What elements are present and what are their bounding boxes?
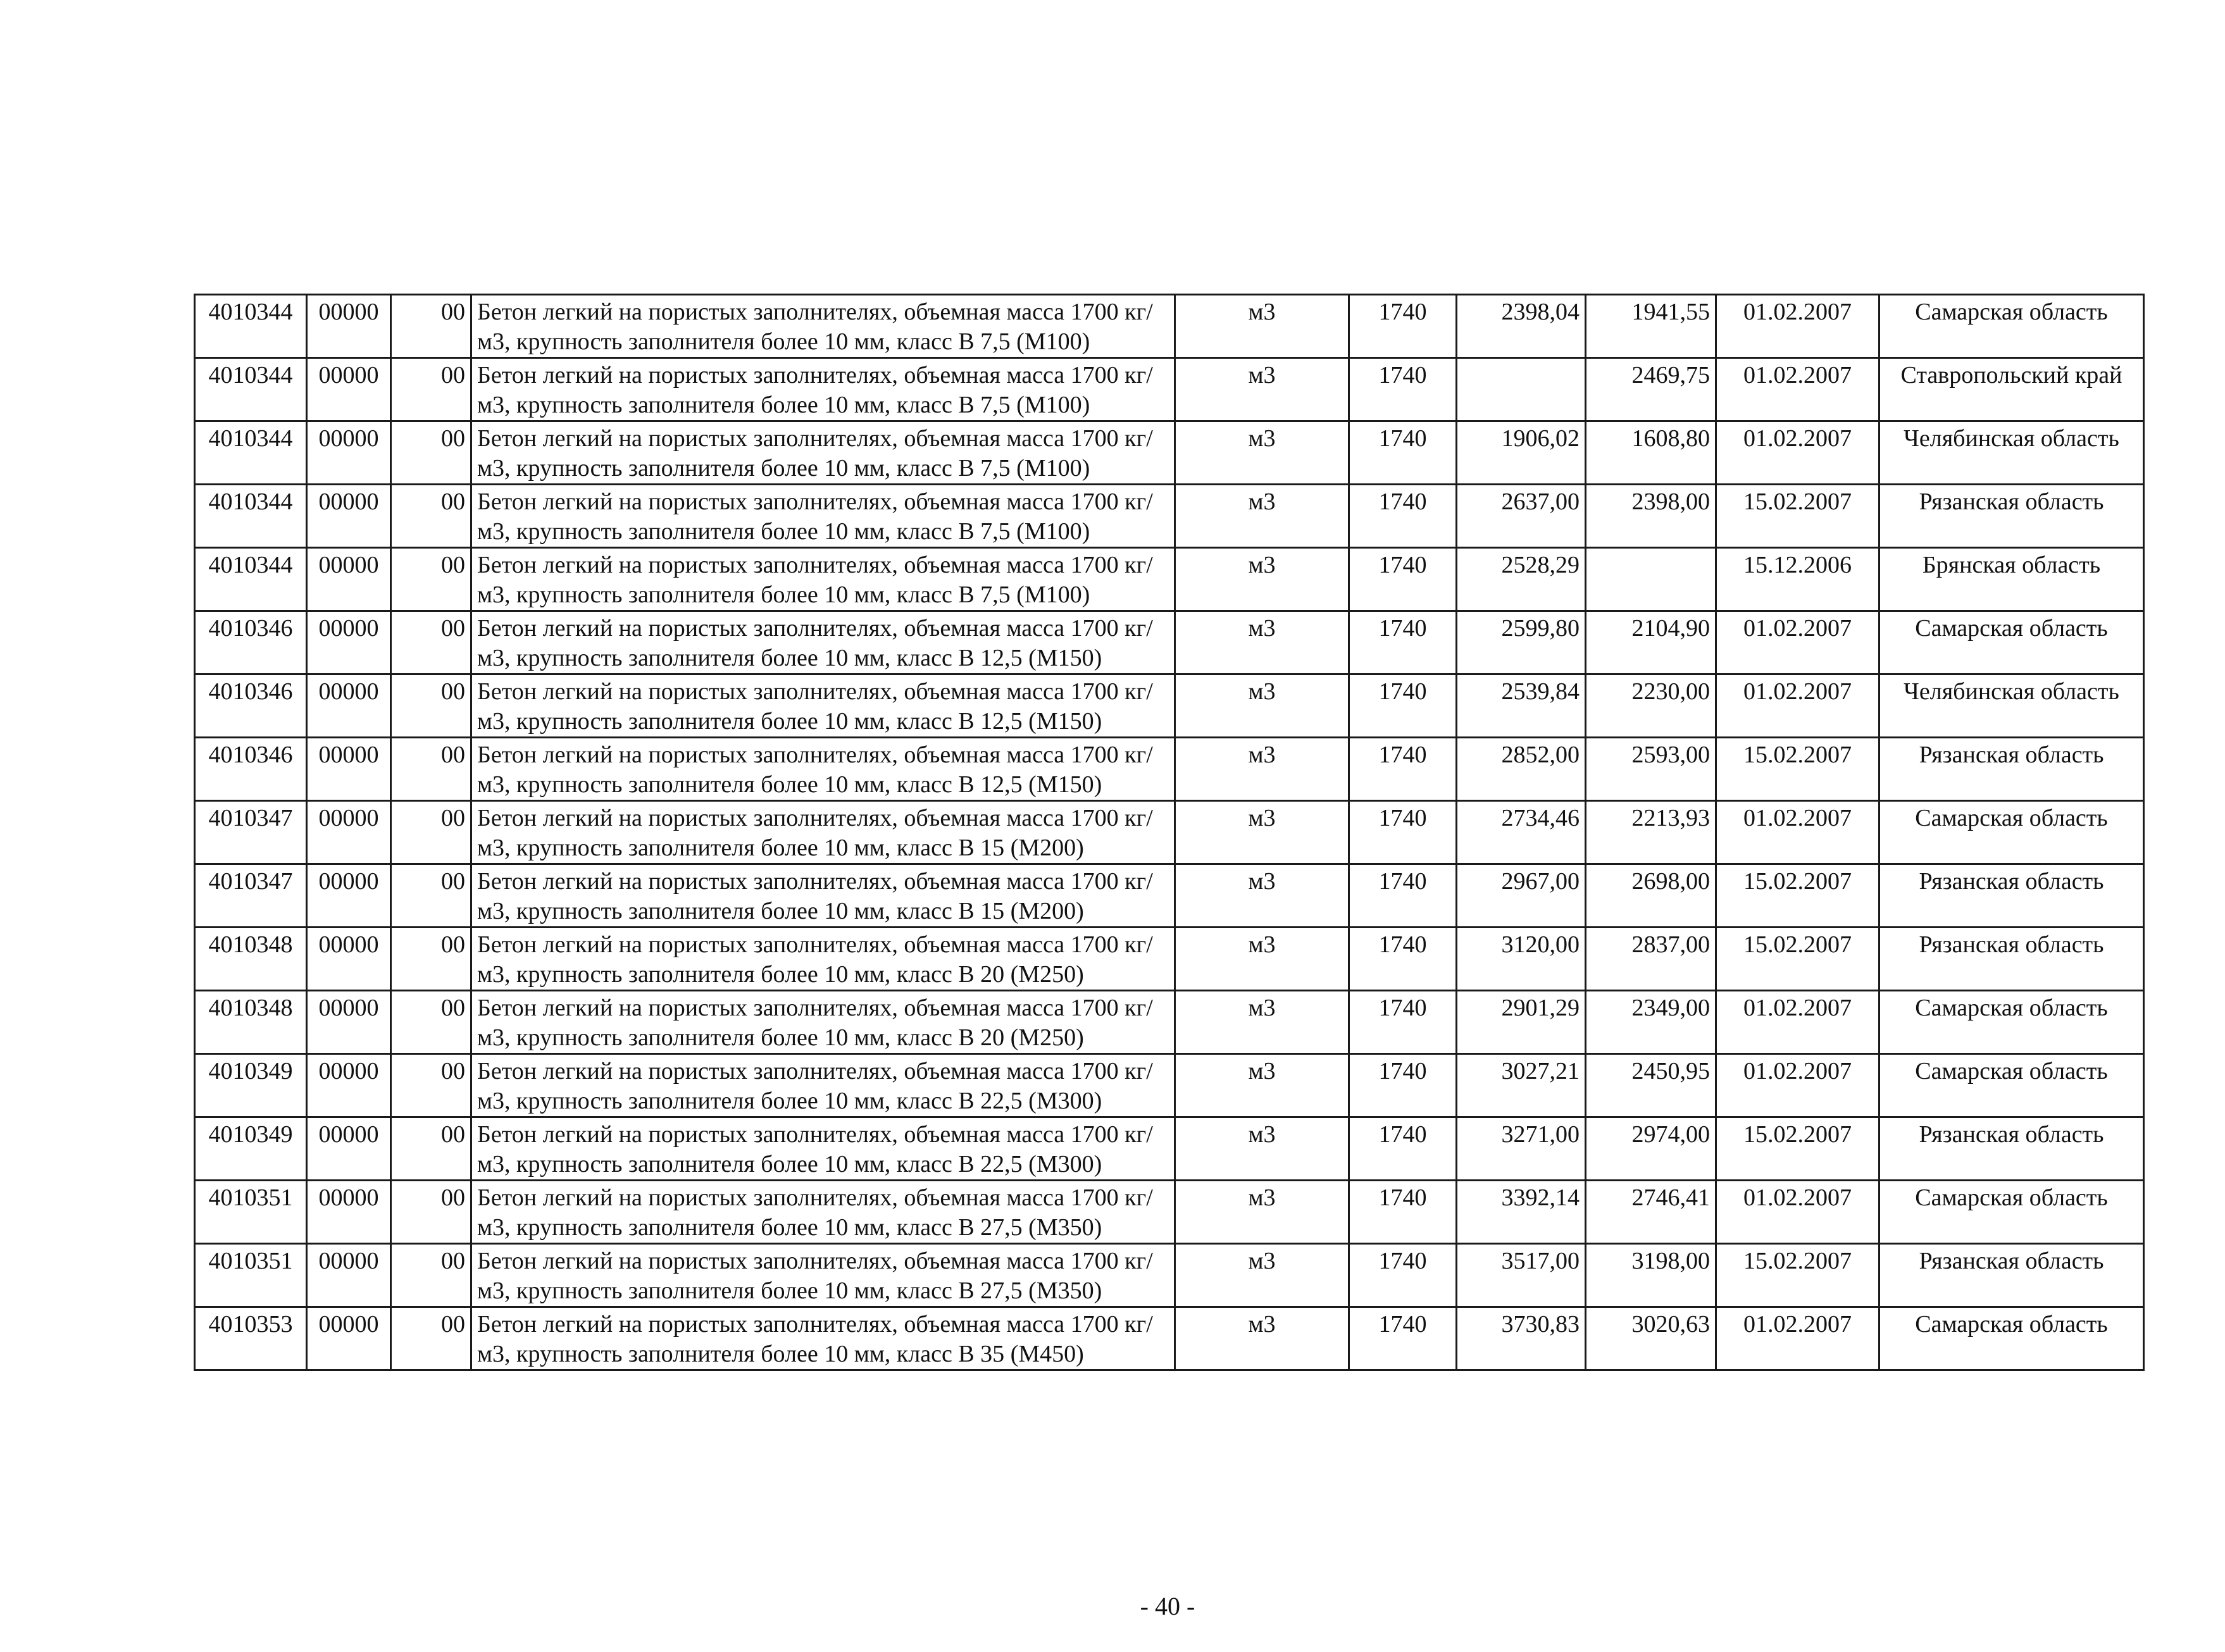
table-row — [195, 928, 2144, 991]
subcode-cell: 00000 — [307, 928, 391, 991]
quantity-cell: 1740 — [1349, 738, 1457, 801]
code-cell: 4010351 — [195, 1181, 307, 1244]
subcode-cell: 00000 — [307, 991, 391, 1054]
unit-cell: м3 — [1175, 1307, 1349, 1370]
price-1-cell: 2599,80 — [1457, 611, 1586, 674]
code-cell: 4010348 — [195, 928, 307, 991]
price-1-cell — [1457, 358, 1586, 421]
date-cell: 15.02.2007 — [1716, 738, 1879, 801]
table-row — [195, 1181, 2144, 1244]
code-cell: 4010344 — [195, 421, 307, 485]
region-cell: Рязанская область — [1879, 485, 2144, 548]
date-cell: 01.02.2007 — [1716, 358, 1879, 421]
table-row — [195, 674, 2144, 738]
unit-cell: м3 — [1175, 485, 1349, 548]
price-1-cell: 3517,00 — [1457, 1244, 1586, 1307]
price-1-cell: 2398,04 — [1457, 295, 1586, 358]
price-2-cell: 2230,00 — [1586, 674, 1716, 738]
price-1-cell: 2901,29 — [1457, 991, 1586, 1054]
subcode-cell: 00000 — [307, 674, 391, 738]
number-cell: 00 — [391, 801, 471, 864]
date-cell: 01.02.2007 — [1716, 1054, 1879, 1117]
date-cell: 01.02.2007 — [1716, 674, 1879, 738]
table-row — [195, 1307, 2144, 1370]
table-row — [195, 295, 2144, 358]
region-cell: Самарская область — [1879, 295, 2144, 358]
description-cell: Бетон легкий на пористых заполнителях, объемная масса 1700 кг/м3, крупность заполнителя более 10 мм, класс В 35 (М450) — [471, 1307, 1175, 1370]
quantity-cell: 1740 — [1349, 1307, 1457, 1370]
table-row — [195, 485, 2144, 548]
unit-cell: м3 — [1175, 991, 1349, 1054]
quantity-cell: 1740 — [1349, 1181, 1457, 1244]
code-cell: 4010346 — [195, 674, 307, 738]
subcode-cell: 00000 — [307, 1244, 391, 1307]
table-row — [195, 548, 2144, 611]
table-row — [195, 1054, 2144, 1117]
unit-cell: м3 — [1175, 928, 1349, 991]
price-1-cell: 3392,14 — [1457, 1181, 1586, 1244]
subcode-cell: 00000 — [307, 738, 391, 801]
date-cell: 15.12.2006 — [1716, 548, 1879, 611]
subcode-cell: 00000 — [307, 1307, 391, 1370]
price-2-cell: 1941,55 — [1586, 295, 1716, 358]
code-cell: 4010351 — [195, 1244, 307, 1307]
subcode-cell: 00000 — [307, 1054, 391, 1117]
subcode-cell: 00000 — [307, 548, 391, 611]
number-cell: 00 — [391, 674, 471, 738]
description-cell: Бетон легкий на пористых заполнителях, объемная масса 1700 кг/м3, крупность заполнителя более 10 мм, класс В 15 (М200) — [471, 864, 1175, 928]
description-cell: Бетон легкий на пористых заполнителях, объемная масса 1700 кг/м3, крупность заполнителя более 10 мм, класс В 7,5 (М100) — [471, 548, 1175, 611]
price-2-cell: 2593,00 — [1586, 738, 1716, 801]
description-cell: Бетон легкий на пористых заполнителях, объемная масса 1700 кг/м3, крупность заполнителя более 10 мм, класс В 7,5 (М100) — [471, 358, 1175, 421]
quantity-cell: 1740 — [1349, 674, 1457, 738]
unit-cell: м3 — [1175, 358, 1349, 421]
unit-cell: м3 — [1175, 1244, 1349, 1307]
number-cell: 00 — [391, 548, 471, 611]
number-cell: 00 — [391, 421, 471, 485]
price-2-cell: 2450,95 — [1586, 1054, 1716, 1117]
price-2-cell: 2837,00 — [1586, 928, 1716, 991]
table-row — [195, 358, 2144, 421]
code-cell: 4010349 — [195, 1054, 307, 1117]
code-cell: 4010344 — [195, 295, 307, 358]
code-cell: 4010347 — [195, 864, 307, 928]
table-row — [195, 611, 2144, 674]
price-2-cell: 2698,00 — [1586, 864, 1716, 928]
description-cell: Бетон легкий на пористых заполнителях, объемная масса 1700 кг/м3, крупность заполнителя более 10 мм, класс В 12,5 (М150) — [471, 674, 1175, 738]
price-2-cell: 2398,00 — [1586, 485, 1716, 548]
description-cell: Бетон легкий на пористых заполнителях, объемная масса 1700 кг/м3, крупность заполнителя более 10 мм, класс В 12,5 (М150) — [471, 738, 1175, 801]
code-cell: 4010344 — [195, 485, 307, 548]
unit-cell: м3 — [1175, 295, 1349, 358]
number-cell: 00 — [391, 1181, 471, 1244]
price-1-cell: 3120,00 — [1457, 928, 1586, 991]
region-cell: Самарская область — [1879, 611, 2144, 674]
region-cell: Рязанская область — [1879, 928, 2144, 991]
number-cell: 00 — [391, 1244, 471, 1307]
table-row — [195, 864, 2144, 928]
table-row — [195, 421, 2144, 485]
price-2-cell: 2469,75 — [1586, 358, 1716, 421]
quantity-cell: 1740 — [1349, 928, 1457, 991]
price-2-cell: 2104,90 — [1586, 611, 1716, 674]
number-cell: 00 — [391, 295, 471, 358]
table-row — [195, 1244, 2144, 1307]
quantity-cell: 1740 — [1349, 358, 1457, 421]
subcode-cell: 00000 — [307, 1117, 391, 1181]
date-cell: 15.02.2007 — [1716, 1117, 1879, 1181]
subcode-cell: 00000 — [307, 611, 391, 674]
price-1-cell: 3271,00 — [1457, 1117, 1586, 1181]
price-2-cell: 2349,00 — [1586, 991, 1716, 1054]
table-row — [195, 738, 2144, 801]
price-2-cell: 3020,63 — [1586, 1307, 1716, 1370]
date-cell: 01.02.2007 — [1716, 1307, 1879, 1370]
date-cell: 15.02.2007 — [1716, 1244, 1879, 1307]
region-cell: Рязанская область — [1879, 1244, 2144, 1307]
code-cell: 4010348 — [195, 991, 307, 1054]
price-1-cell: 3027,21 — [1457, 1054, 1586, 1117]
region-cell: Рязанская область — [1879, 1117, 2144, 1181]
date-cell: 01.02.2007 — [1716, 295, 1879, 358]
subcode-cell: 00000 — [307, 421, 391, 485]
number-cell: 00 — [391, 485, 471, 548]
price-1-cell: 2734,46 — [1457, 801, 1586, 864]
description-cell: Бетон легкий на пористых заполнителях, объемная масса 1700 кг/м3, крупность заполнителя более 10 мм, класс В 20 (М250) — [471, 991, 1175, 1054]
region-cell: Самарская область — [1879, 801, 2144, 864]
quantity-cell: 1740 — [1349, 611, 1457, 674]
number-cell: 00 — [391, 1054, 471, 1117]
quantity-cell: 1740 — [1349, 991, 1457, 1054]
price-2-cell: 2213,93 — [1586, 801, 1716, 864]
quantity-cell: 1740 — [1349, 548, 1457, 611]
unit-cell: м3 — [1175, 548, 1349, 611]
number-cell: 00 — [391, 991, 471, 1054]
code-cell: 4010353 — [195, 1307, 307, 1370]
subcode-cell: 00000 — [307, 485, 391, 548]
code-cell: 4010349 — [195, 1117, 307, 1181]
number-cell: 00 — [391, 928, 471, 991]
code-cell: 4010347 — [195, 801, 307, 864]
date-cell: 01.02.2007 — [1716, 1181, 1879, 1244]
region-cell: Ставропольский край — [1879, 358, 2144, 421]
region-cell: Самарская область — [1879, 991, 2144, 1054]
unit-cell: м3 — [1175, 1181, 1349, 1244]
page-number: - 40 - — [1140, 1592, 1195, 1620]
date-cell: 01.02.2007 — [1716, 991, 1879, 1054]
date-cell: 01.02.2007 — [1716, 611, 1879, 674]
number-cell: 00 — [391, 1117, 471, 1181]
unit-cell: м3 — [1175, 801, 1349, 864]
unit-cell: м3 — [1175, 611, 1349, 674]
number-cell: 00 — [391, 611, 471, 674]
description-cell: Бетон легкий на пористых заполнителях, объемная масса 1700 кг/м3, крупность заполнителя более 10 мм, класс В 12,5 (М150) — [471, 611, 1175, 674]
subcode-cell: 00000 — [307, 801, 391, 864]
date-cell: 01.02.2007 — [1716, 801, 1879, 864]
quantity-cell: 1740 — [1349, 295, 1457, 358]
unit-cell: м3 — [1175, 1054, 1349, 1117]
region-cell: Рязанская область — [1879, 864, 2144, 928]
price-1-cell: 2637,00 — [1457, 485, 1586, 548]
description-cell: Бетон легкий на пористых заполнителях, объемная масса 1700 кг/м3, крупность заполнителя более 10 мм, класс В 22,5 (М300) — [471, 1117, 1175, 1181]
price-1-cell: 3730,83 — [1457, 1307, 1586, 1370]
region-cell: Брянская область — [1879, 548, 2144, 611]
number-cell: 00 — [391, 738, 471, 801]
unit-cell: м3 — [1175, 674, 1349, 738]
code-cell: 4010346 — [195, 738, 307, 801]
quantity-cell: 1740 — [1349, 1117, 1457, 1181]
table-row — [195, 991, 2144, 1054]
quantity-cell: 1740 — [1349, 1054, 1457, 1117]
price-2-cell — [1586, 548, 1716, 611]
description-cell: Бетон легкий на пористых заполнителях, объемная масса 1700 кг/м3, крупность заполнителя более 10 мм, класс В 27,5 (М350) — [471, 1244, 1175, 1307]
region-cell: Самарская область — [1879, 1307, 2144, 1370]
table-row — [195, 1117, 2144, 1181]
price-1-cell: 1906,02 — [1457, 421, 1586, 485]
quantity-cell: 1740 — [1349, 801, 1457, 864]
price-1-cell: 2852,00 — [1457, 738, 1586, 801]
date-cell: 01.02.2007 — [1716, 421, 1879, 485]
description-cell: Бетон легкий на пористых заполнителях, объемная масса 1700 кг/м3, крупность заполнителя более 10 мм, класс В 7,5 (М100) — [471, 485, 1175, 548]
price-table — [194, 294, 2145, 1371]
date-cell: 15.02.2007 — [1716, 928, 1879, 991]
price-2-cell: 2974,00 — [1586, 1117, 1716, 1181]
description-cell: Бетон легкий на пористых заполнителях, объемная масса 1700 кг/м3, крупность заполнителя более 10 мм, класс В 27,5 (М350) — [471, 1181, 1175, 1244]
unit-cell: м3 — [1175, 421, 1349, 485]
unit-cell: м3 — [1175, 864, 1349, 928]
description-cell: Бетон легкий на пористых заполнителях, объемная масса 1700 кг/м3, крупность заполнителя более 10 мм, класс В 22,5 (М300) — [471, 1054, 1175, 1117]
description-cell: Бетон легкий на пористых заполнителях, объемная масса 1700 кг/м3, крупность заполнителя более 10 мм, класс В 20 (М250) — [471, 928, 1175, 991]
subcode-cell: 00000 — [307, 864, 391, 928]
unit-cell: м3 — [1175, 738, 1349, 801]
code-cell: 4010344 — [195, 358, 307, 421]
number-cell: 00 — [391, 1307, 471, 1370]
description-cell: Бетон легкий на пористых заполнителях, объемная масса 1700 кг/м3, крупность заполнителя более 10 мм, класс В 7,5 (М100) — [471, 295, 1175, 358]
subcode-cell: 00000 — [307, 1181, 391, 1244]
number-cell: 00 — [391, 358, 471, 421]
quantity-cell: 1740 — [1349, 1244, 1457, 1307]
number-cell: 00 — [391, 864, 471, 928]
quantity-cell: 1740 — [1349, 421, 1457, 485]
subcode-cell: 00000 — [307, 358, 391, 421]
date-cell: 15.02.2007 — [1716, 485, 1879, 548]
price-2-cell: 1608,80 — [1586, 421, 1716, 485]
region-cell: Челябинская область — [1879, 421, 2144, 485]
quantity-cell: 1740 — [1349, 864, 1457, 928]
code-cell: 4010346 — [195, 611, 307, 674]
region-cell: Самарская область — [1879, 1181, 2144, 1244]
description-cell: Бетон легкий на пористых заполнителях, объемная масса 1700 кг/м3, крупность заполнителя более 10 мм, класс В 7,5 (М100) — [471, 421, 1175, 485]
price-2-cell: 2746,41 — [1586, 1181, 1716, 1244]
description-cell: Бетон легкий на пористых заполнителях, объемная масса 1700 кг/м3, крупность заполнителя более 10 мм, класс В 15 (М200) — [471, 801, 1175, 864]
region-cell: Самарская область — [1879, 1054, 2144, 1117]
quantity-cell: 1740 — [1349, 485, 1457, 548]
price-1-cell: 2528,29 — [1457, 548, 1586, 611]
subcode-cell: 00000 — [307, 295, 391, 358]
price-2-cell: 3198,00 — [1586, 1244, 1716, 1307]
table-body — [195, 295, 2144, 1370]
table-row — [195, 801, 2144, 864]
date-cell: 15.02.2007 — [1716, 864, 1879, 928]
price-1-cell: 2539,84 — [1457, 674, 1586, 738]
code-cell: 4010344 — [195, 548, 307, 611]
unit-cell: м3 — [1175, 1117, 1349, 1181]
region-cell: Рязанская область — [1879, 738, 2144, 801]
region-cell: Челябинская область — [1879, 674, 2144, 738]
price-1-cell: 2967,00 — [1457, 864, 1586, 928]
